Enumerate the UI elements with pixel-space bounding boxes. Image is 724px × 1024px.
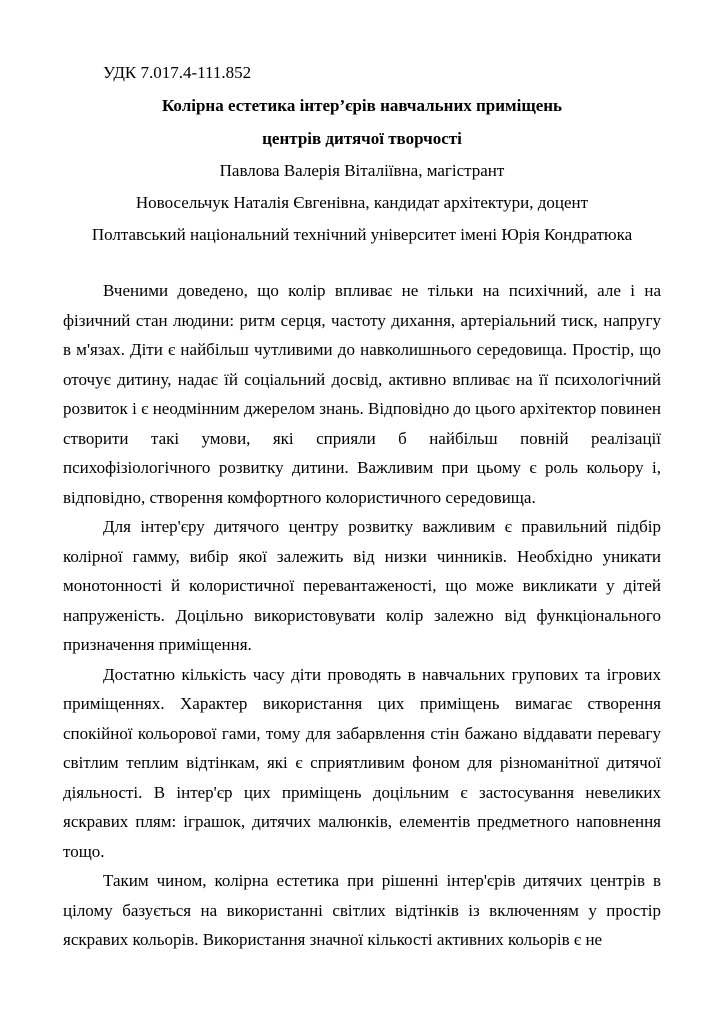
paragraph-3: Достатню кількість часу діти проводять в навчальних групових та ігрових приміщеннях. Характер використання цих приміщень вимагає створення спокійної кольорової гами, тому для забарвлення стін бажано віддавати перевагу світлим теплим відтінкам, які є сприятливим фоном для різноманітної дитячої діяльності. В інтер'єр цих приміщень доцільним є застосування невеликих яскравих плям: іграшок, дитячих малюнків, елементів предметного наповнення тощо. <box>63 664 661 861</box>
paragraph-1: Вченими доведено, що колір впливає не тільки на психічний, але і на фізичний стан людини: ритм серця, частоту дихання, артеріальний тиск, напругу в м'язах. Діти є найбільш чутливими до навколишнього середовища. Простір, що оточує дитину, надає їй соціальний досвід, активно впливає на її психологічний розвиток і є неодмінним джерелом знань. Відповідно до цього архітектор повинен створити такі умови, які сприяли б найбільш повній реалізації психофізіологічного розвитку дитини. Важливим при цьому є роль кольору і, відповідно, створення комфортного колористичного середовища. <box>63 281 661 507</box>
title-line-2: центрів дитячої творчості <box>262 129 462 148</box>
author-line-1: Павлова Валерія Віталіївна, магістрант <box>219 161 505 180</box>
udc-code: УДК 7.017.4-111.852 <box>103 63 252 82</box>
paragraph-2: Для інтер'єру дитячого центру розвитку важливим є правильний підбір колірної гамму, вибір якої залежить від низки чинників. Необхідно уникати монотонності й колористичної перевантаженості, що може викликати у дітей напруженість. Доцільно використовувати колір залежно від функціонального призначення приміщення. <box>63 517 661 654</box>
affiliation-line: Полтавський національний технічний університет імені Юрія Кондратюка <box>91 225 633 244</box>
document-title <box>63 89 661 155</box>
paragraph-4: Таким чином, колірна естетика при рішенні інтер'єрів дитячих центрів в цілому базується на використанні світлих відтінків із включенням у простір яскравих кольорів. Використання значної кількості активних кольорів є не <box>63 871 661 949</box>
author-line-2: Новосельчук Наталія Євгенівна, кандидат архітектури, доцент <box>135 193 589 212</box>
document-body <box>63 276 661 955</box>
title-line-1: Колірна естетика інтер’єрів навчальних приміщень <box>161 96 563 115</box>
